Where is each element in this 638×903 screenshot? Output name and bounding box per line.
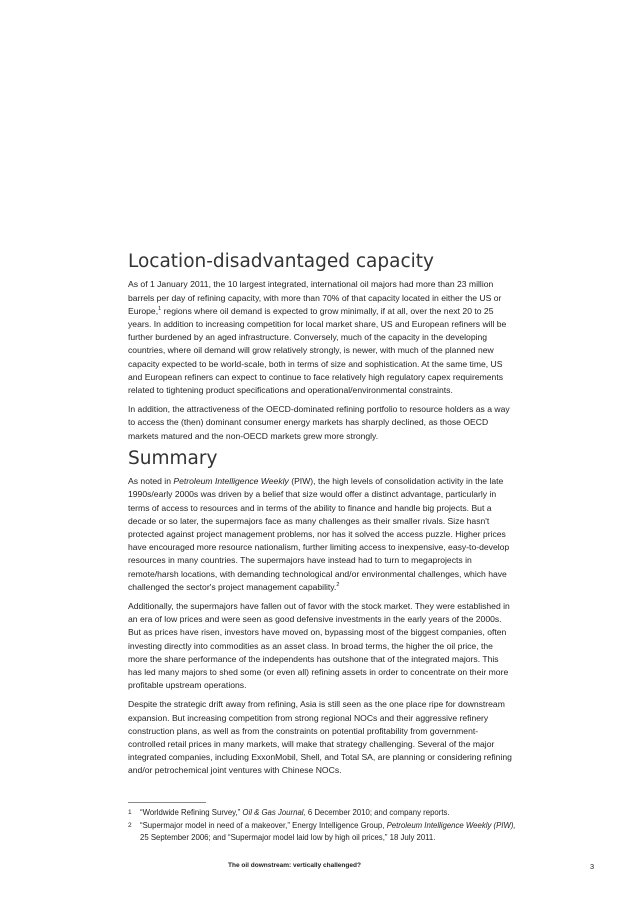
text: As noted in	[128, 476, 174, 487]
paragraph: In addition, the attractiveness of the OECD-dominated refining portfolio to resource holders as a way to access the (then) dominant consumer energy markets has sharply declined, as those OECD markets matured and the non-OECD markets grew more strongly.	[128, 404, 510, 441]
text: 25 September 2006; and “Supermajor model laid low by high oil prices,” 18 July 2011.	[140, 833, 436, 843]
page-number: 3	[590, 862, 595, 871]
text: 6 December 2010; and company reports.	[305, 808, 450, 817]
footer-title: The oil downstream: vertically challenged?	[228, 862, 361, 869]
text: As of 1 January 2011, the 10 largest integrated, international oil majors had more than 23 million barrels per day of refining capacity, with more than 70% of that capacity located in either the US or Europe,	[128, 279, 502, 316]
publication-title: Oil & Gas Journal,	[242, 808, 306, 817]
text: “Supermajor model in need of a makeover,” Energy Intelligence Group,	[140, 821, 387, 831]
footnotes	[128, 807, 518, 846]
footnote	[128, 807, 518, 819]
paragraph: Despite the strategic drift away from refining, Asia is still seen as the one place ripe for downstream expansion. But increasing competition from strong regional NOCs and their aggressive refinery construction plans, as well as from the constraints on potential profitability from government-controlled retail prices in many markets, will make that strategy challenging. Several of the major integrated companies, including ExxonMobil, Shell, and Total SA, are planning or considering refining and/or petrochemical joint ventures with Chinese NOCs.	[128, 699, 512, 776]
footnote-ref[interactable]: 2	[336, 581, 340, 588]
footnote-divider	[128, 802, 206, 803]
text: “Worldwide Refining Survey,”	[140, 808, 243, 817]
paragraph: Additionally, the supermajors have fallen out of favor with the stock market. They were established in an era of low prices and were seen as good defensive investments in the early years of the 2000s. But as prices have risen, investors have moved on, bypassing most of the biggest companies, often investing directly into commodities as an asset class. In broad terms, the higher the oil price, the more the share performance of the independents has outshone that of the integrated majors. This has led many majors to shed some (or even all) refining assets in order to concentrate on their more profitable upstream operations.	[128, 600, 510, 691]
text: regions where oil demand is expected to grow minimally, if at all, over the next 20 to 25 years. In addition to increasing competition for local market share, US and European refiners will be further burdened by an aged infrastructure. Conversely, much of the capacity in the developing countries, where oil demand will grow relatively strongly, is newer, with much of the planned new capacity expected to be world-scale, both in terms of size and sophistication. At the same time, US and European refiners can expect to continue to face relatively high regulatory capex requirements related to tightening product specifications and operational/environmental constraints.	[128, 305, 507, 395]
footnote-number: 1	[128, 809, 132, 816]
publication-title: Petroleum Intelligence Weekly (PIW),	[386, 821, 516, 831]
text: (PIW), the high levels of consolidation activity in the late 1990s/early 2000s was driven by a belief that size would offer a distinct advantage, particularly in terms of access to resources and in terms of the ability to finance and handle big projects. But a decade or so later, the supermajors face as many challenges as their smaller rivals. Size hasn't protected against project management problems, nor has it solved the access puzzle. Higher prices have encouraged more resource nationalism, further limiting access to inexpensive, easy-to-develop resources in many countries. The supermajors have instead had to turn to megaprojects in remote/harsh locations, with demanding technological and/or environmental challenges, which have challenged the sector's project management capability.	[128, 476, 510, 592]
section-heading-location: Location-disadvantaged capacity	[128, 251, 434, 272]
main-content	[128, 252, 512, 784]
paragraph	[128, 475, 512, 594]
footnote-number: 2	[128, 822, 132, 830]
footnote-ref[interactable]: 1	[158, 305, 162, 312]
footnote	[128, 820, 518, 844]
publication-title: Petroleum Intelligence Weekly	[173, 476, 289, 487]
section-heading-summary: Summary	[128, 447, 218, 469]
paragraph	[128, 278, 512, 397]
